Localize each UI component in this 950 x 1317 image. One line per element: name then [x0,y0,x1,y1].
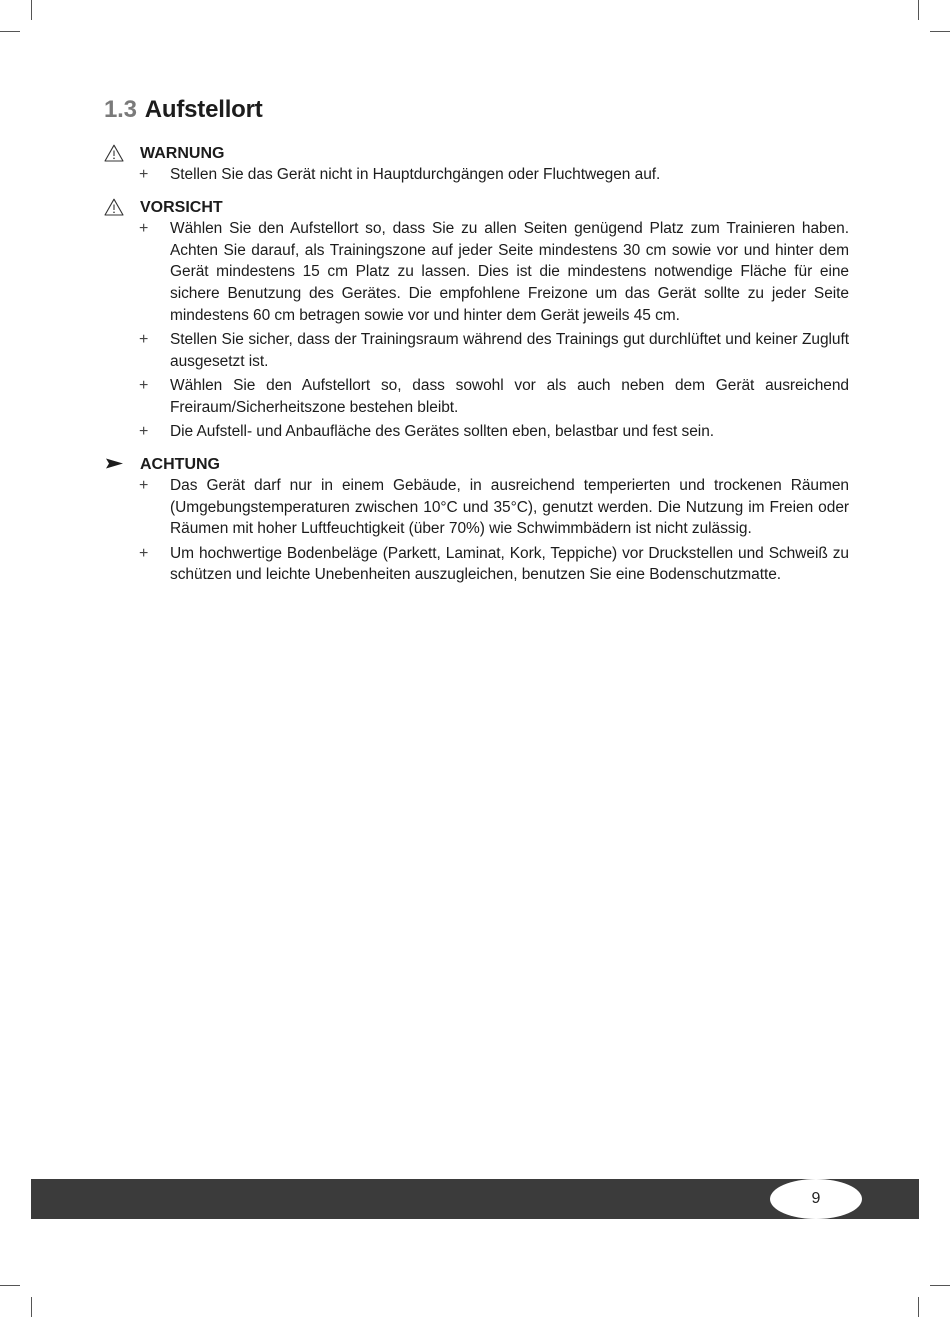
plus-bullet-icon: + [139,544,149,562]
plus-bullet-icon: + [139,376,149,394]
section-header [104,143,849,164]
page-title [104,96,263,124]
item-text: Wählen Sie den Aufstellort so, dass sowohl vor als auch neben dem Gerät ausreichend Freiraum/Sicherheitszone bestehen bleibt. [170,376,849,416]
item-list [104,218,849,443]
crop-mark [930,31,950,32]
item-text: Die Aufstell- und Anbaufläche des Gerätes sollten eben, belastbar und fest sein. [170,422,715,440]
plus-bullet-icon: + [139,422,149,440]
crop-mark [0,1285,20,1286]
caution-section [104,197,849,445]
crop-mark [31,0,32,20]
item-list [104,164,849,186]
list-item [104,329,849,372]
crop-mark [0,31,20,32]
warning-triangle-icon [104,198,124,216]
attention-section [104,454,849,589]
crop-mark [31,1297,32,1317]
list-item [104,164,849,186]
list-item [104,475,849,540]
plus-bullet-icon: + [139,477,149,494]
list-item [104,218,849,327]
section-header [104,454,849,475]
section-label: WARNUNG [140,145,225,162]
plus-bullet-icon: + [139,166,149,183]
warning-triangle-icon [104,144,124,162]
crop-mark [918,0,919,20]
item-text: Um hochwertige Bodenbeläge (Parkett, Laminat, Kork, Teppiche) vor Druckstellen und Schweiß zu schützen und leichte Unebenheiten auszugleichen, benutzen Sie eine Bodenschutzmatte. [170,544,849,584]
list-item [104,375,849,418]
list-item [104,543,849,586]
section-number: 1.3 [104,96,137,123]
item-text: Stellen Sie das Gerät nicht in Hauptdurchgängen oder Fluchtwegen auf. [170,166,661,183]
section-title: Aufstellort [144,96,263,123]
item-text: Stellen Sie sicher, dass der Trainingsraum während des Trainings gut durchlüftet und keiner Zugluft ausgesetzt ist. [170,331,849,370]
arrow-pointer-icon [104,455,124,473]
item-text: Wählen Sie den Aufstellort so, dass Sie zu allen Seiten genügend Platz zum Trainieren haben. Achten Sie darauf, als Trainingszone auf jeder Seite mindestens 30 cm sowie vor und hinter dem Gerät mindestens 15 cm Platz zu lassen. Dies ist die mindestens notwendige Fläche für eine sichere Benutzung des Gerätes. Die empfohlene Freizone um das Gerät sollte zu jeder Seite mindestens 60 cm betragen sowie vor und hinter dem Gerät jeweils 45 cm. [170,220,849,324]
section-label: VORSICHT [140,199,223,216]
plus-bullet-icon: + [139,220,149,237]
item-text: Das Gerät darf nur in einem Gebäude, in ausreichend temperierten und trockenen Räumen (Umgebungstemperaturen zwischen 10°C und 35°C), genutzt werden. Die Nutzung im Freien oder Räumen mit hoher Luftfeuchtigkeit (über 70%) wie Schwimmbädern ist nicht zulässig. [170,477,849,538]
crop-mark [918,1297,919,1317]
section-label: ACHTUNG [140,456,220,473]
section-header [104,197,849,218]
warning-section [104,143,849,188]
crop-mark [930,1285,950,1286]
plus-bullet-icon: + [139,331,149,349]
page-number: 9 [770,1179,862,1219]
item-list [104,475,849,586]
list-item [104,421,849,443]
